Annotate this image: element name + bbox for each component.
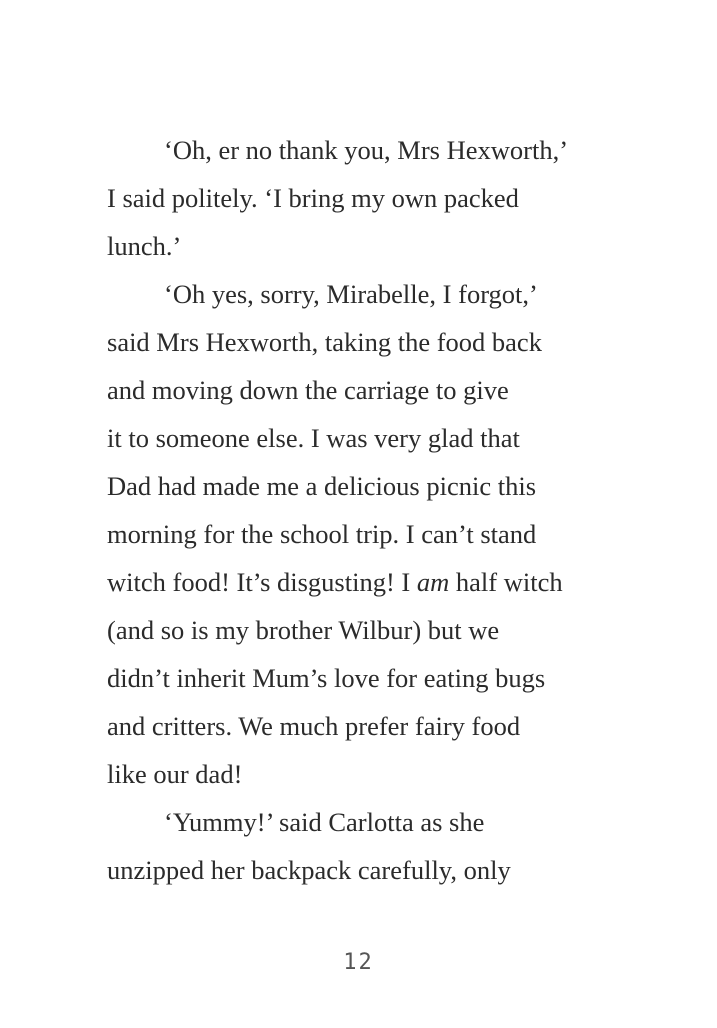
- text-line: said Mrs Hexworth, taking the food back: [107, 327, 542, 357]
- body-text: [107, 126, 647, 894]
- text-line: Dad had made me a delicious picnic this: [107, 471, 537, 501]
- text-line: lunch.’: [107, 231, 182, 261]
- emphasized-word: am: [416, 567, 450, 597]
- text-line: didn’t inherit Mum’s love for eating bugs: [107, 663, 546, 693]
- text-line: ‘Yummy!’ said Carlotta as she: [164, 807, 485, 837]
- text-line: like our dad!: [107, 759, 243, 789]
- text-line: I said politely. ‘I bring my own packed: [107, 183, 519, 213]
- text-line: ‘Oh, er no thank you, Mrs Hexworth,’: [164, 135, 569, 165]
- text-segment: witch food! It’s disgusting! I: [107, 567, 417, 597]
- text-line: and moving down the carriage to give: [107, 375, 509, 405]
- text-line-with-emphasis: [107, 558, 647, 606]
- text-line: (and so is my brother Wilbur) but we: [107, 615, 500, 645]
- text-line: it to someone else. I was very glad that: [107, 423, 520, 453]
- text-line: ‘Oh yes, sorry, Mirabelle, I forgot,’: [164, 279, 538, 309]
- text-line: unzipped her backpack carefully, only: [107, 855, 511, 885]
- text-segment: half witch: [449, 567, 563, 597]
- page-number: 12: [343, 950, 374, 975]
- text-line: and critters. We much prefer fairy food: [107, 711, 521, 741]
- text-line: morning for the school trip. I can’t stand: [107, 519, 537, 549]
